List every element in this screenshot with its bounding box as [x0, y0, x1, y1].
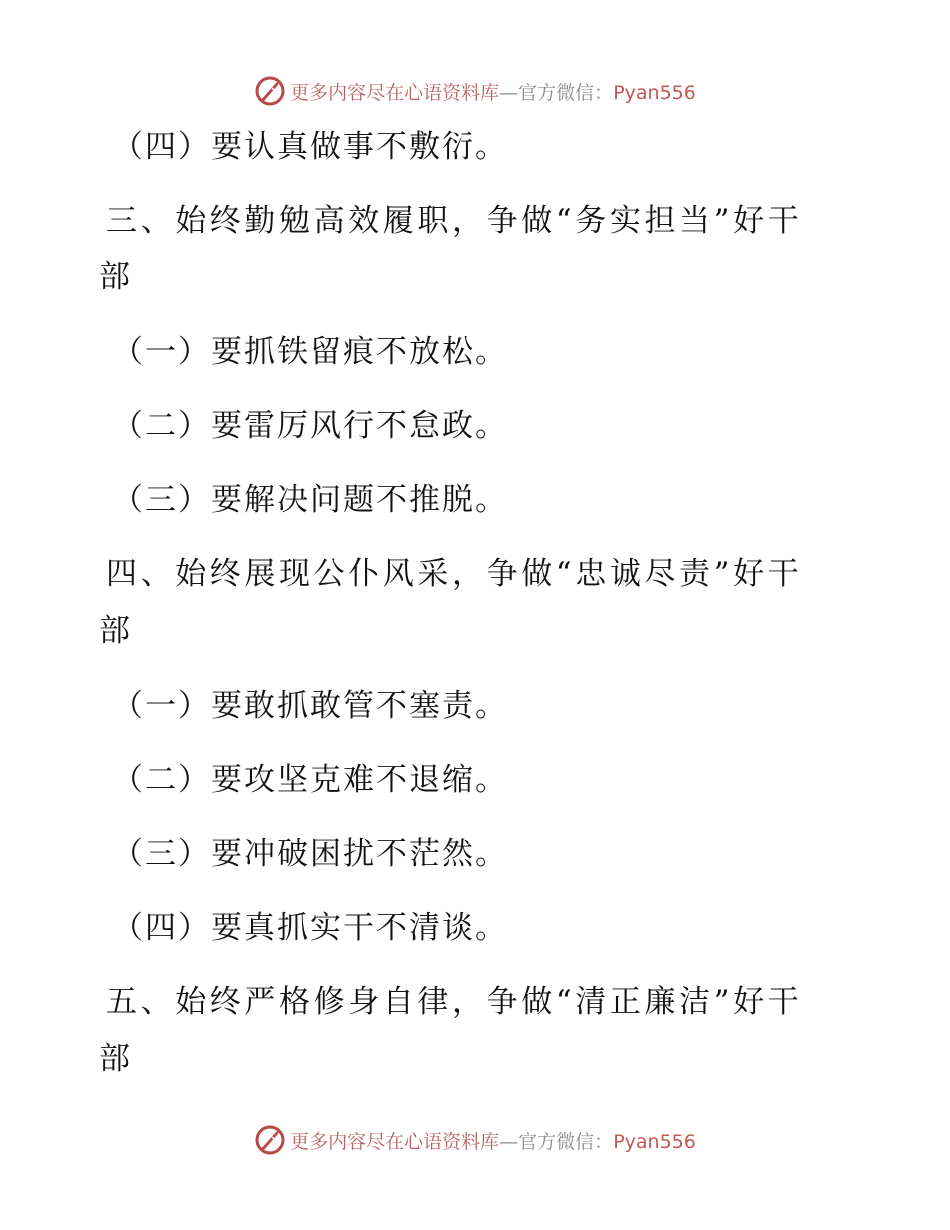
header-watermark	[0, 71, 950, 111]
section-heading-continuation: 部	[99, 1041, 132, 1077]
watermark-main-text: 更多内容尽在心语资料库	[290, 1130, 500, 1153]
subsection-heading: （三）要解决问题不推脱。	[112, 482, 508, 518]
watermark-official-label: 官方微信：	[518, 81, 614, 104]
footer-watermark	[0, 1120, 950, 1160]
watermark-main-text: 更多内容尽在心语资料库	[290, 81, 500, 104]
watermark-official-label: 官方微信：	[518, 1130, 614, 1153]
watermark-dash: —	[499, 81, 519, 104]
subsection-heading: （二）要雷厉风行不怠政。	[112, 408, 508, 444]
watermark-wechat-id: Pyan556	[613, 1130, 696, 1153]
subsection-heading: （三）要冲破困扰不茫然。	[112, 836, 508, 872]
subsection-heading: （一）要敢抓敢管不塞责。	[112, 688, 508, 724]
section-heading: 五、始终严格修身自律，争做“清正廉洁”好干	[106, 984, 803, 1020]
subsection-heading: （四）要真抓实干不清谈。	[112, 910, 508, 946]
watermark-wechat-id: Pyan556	[613, 81, 696, 104]
subsection-heading: （一）要抓铁留痕不放松。	[112, 334, 508, 370]
quill-logo-icon	[254, 75, 286, 107]
section-heading-continuation: 部	[99, 613, 132, 649]
watermark-dash: —	[499, 1130, 519, 1153]
subsection-heading: （二）要攻坚克难不退缩。	[112, 762, 508, 798]
section-heading: 三、始终勤勉高效履职，争做“务实担当”好干	[106, 203, 803, 239]
subsection-heading: （四）要认真做事不敷衍。	[112, 129, 508, 165]
section-heading: 四、始终展现公仆风采，争做“忠诚尽责”好干	[106, 556, 803, 592]
quill-logo-icon	[254, 1124, 286, 1156]
section-heading-continuation: 部	[99, 259, 132, 295]
